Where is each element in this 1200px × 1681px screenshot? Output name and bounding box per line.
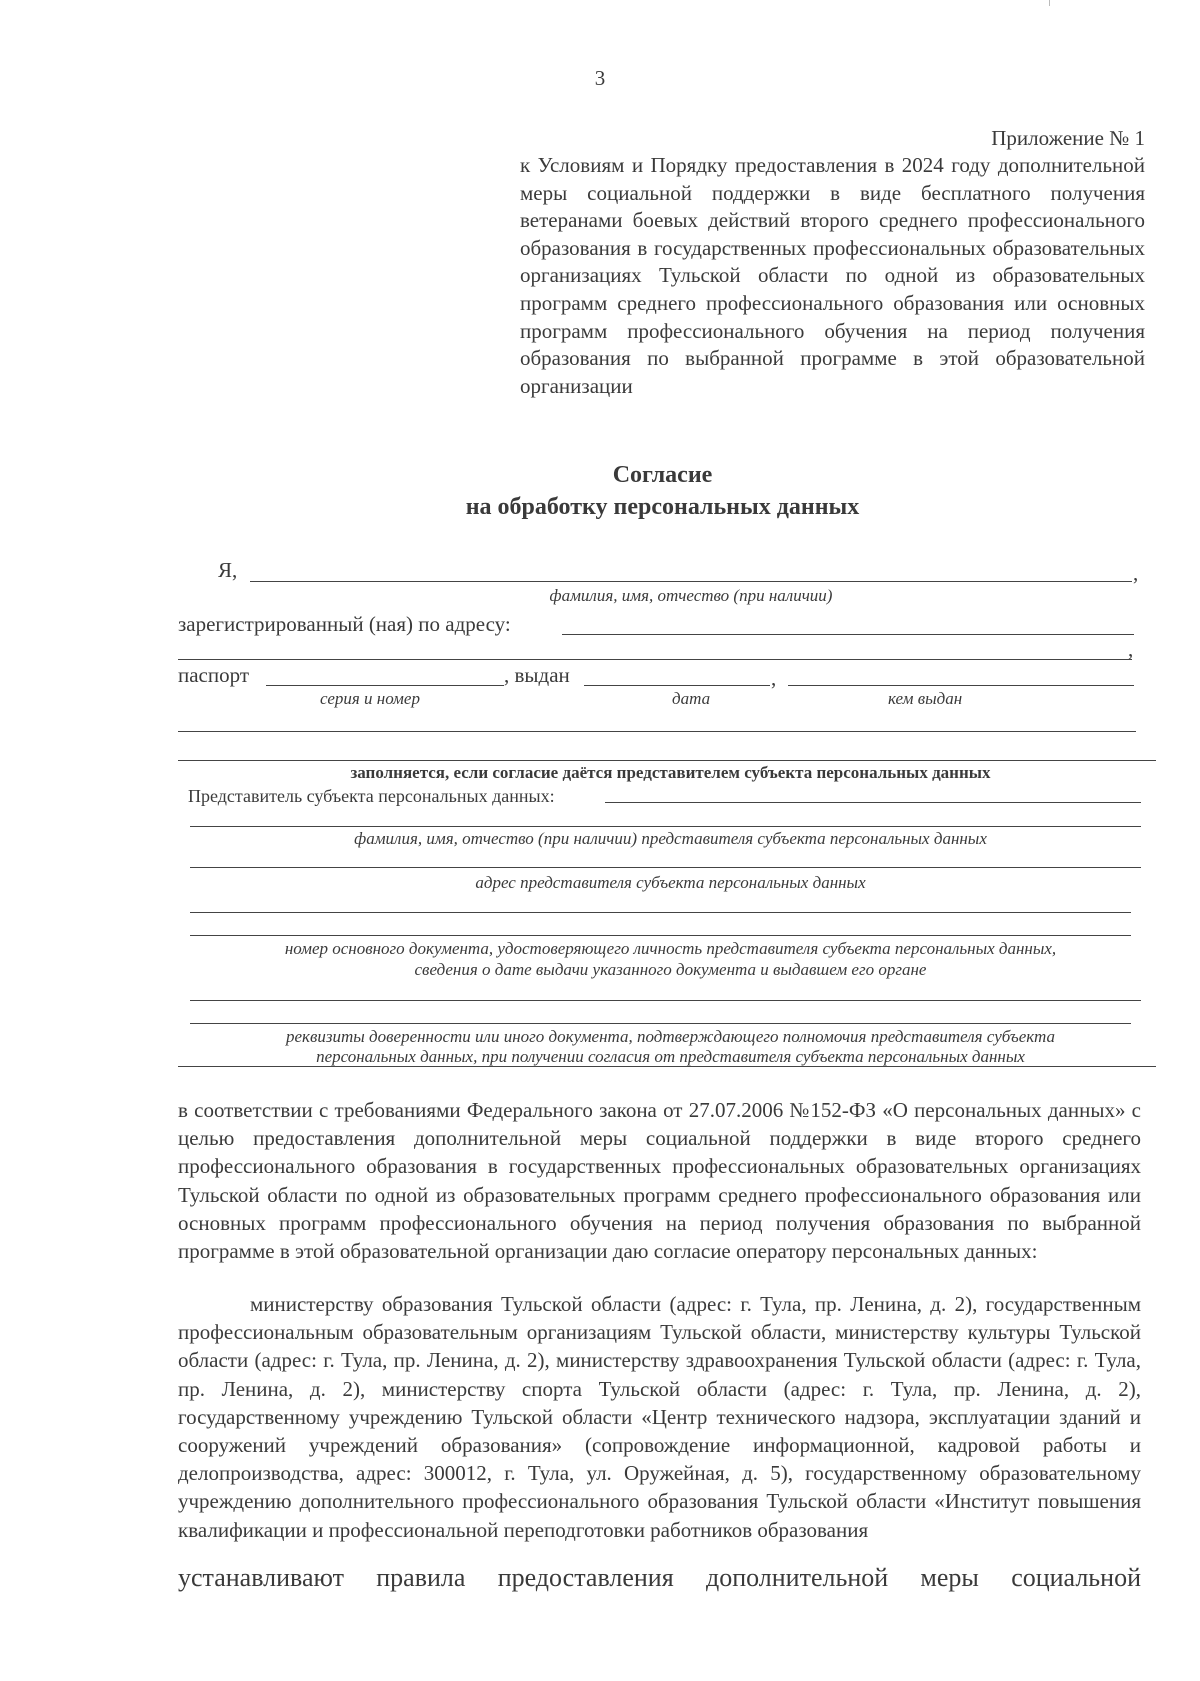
issued-label: , выдан bbox=[504, 663, 570, 687]
representative-section-title: заполняется, если согласие даётся представителем субъекта персональных данных bbox=[350, 763, 991, 782]
power-of-attorney-caption-1: реквизиты доверенности или иного документа, подтверждающего полномочия представителя субъекта bbox=[286, 1027, 1055, 1046]
power-of-attorney-field[interactable] bbox=[190, 1000, 1141, 1001]
representative-document-field-line2[interactable] bbox=[190, 935, 1131, 936]
operators-paragraph: министерству образования Тульской области (адрес: г. Тула, пр. Ленина, д. 2), государственным профессиональным образовательным организациям Тульской области, министерству культуры Тульской области (адрес: г. Тула, пр. Ленина, д. 2), министерству здравоохранения Тульской области (адрес: г. Тула, пр. Ленина, д. 2), министерству спорта Тульской области (адрес: г. Тула, пр. Ленина, д. 2), государственному учреждению Тульской области «Центр технического надзора, эксплуатации зданий и сооружений учреждений образования» (сопровождение информационной, кадровой работы и делопроизводства, адрес: 300012, г. Тула, ул. Оружейная, д. 5), государственному образовательному учреждению дополнительного профессионального образования Тульской области «Институт повышения квалификации и профессиональной переподготовки работников образования bbox=[178, 1292, 1141, 1542]
representative-document-caption-2: сведения о дате выдачи указанного документа и выдавшем его органе bbox=[414, 960, 927, 979]
appendix-text: к Условиям и Порядку предоставления в 2024 году дополнительной меры социальной поддержки в виде бесплатного получения ветеранами боевых действий второго среднего профессионального образования в государственных профессиональных образовательных организациях Тульской области по одной из образовательных программ среднего профессионального образования или основных программ профессионального обучения на период получения образования по выбранной программе в этой образовательной организации bbox=[520, 153, 1145, 398]
i-label: Я, bbox=[218, 558, 238, 582]
page-number: 3 bbox=[594, 66, 606, 90]
date-caption: дата bbox=[672, 689, 711, 708]
overlapping-text-line: устанавливают правила предоставления дополнительной меры социальной bbox=[178, 1563, 1141, 1592]
passport-issuer-field[interactable] bbox=[788, 685, 1134, 686]
representative-label: Представитель субъекта персональных данных: bbox=[188, 786, 555, 806]
representative-fio-caption: фамилия, имя, отчество (при наличии) представителя субъекта персональных данных bbox=[354, 829, 987, 848]
representative-address-caption: адрес представителя субъекта персональных данных bbox=[475, 873, 866, 892]
scan-edge-mark bbox=[1049, 0, 1050, 6]
series-caption: серия и номер bbox=[320, 689, 420, 708]
passport-issuer-field-line2[interactable] bbox=[178, 731, 1136, 732]
fio-comma: , bbox=[1133, 561, 1139, 585]
document-subtitle: на обработку персональных данных bbox=[465, 494, 860, 520]
power-of-attorney-caption-2: персональных данных, при получении согласия от представителя субъекта персональных данных bbox=[316, 1047, 1025, 1066]
passport-label: паспорт bbox=[178, 663, 250, 687]
fio-field[interactable] bbox=[250, 581, 1132, 582]
passport-date-field[interactable] bbox=[584, 685, 770, 686]
registered-label: зарегистрированный (ная) по адресу: bbox=[178, 612, 511, 636]
representative-address-field[interactable] bbox=[190, 867, 1141, 868]
issued-comma: , bbox=[771, 666, 777, 690]
representative-name-field-line2[interactable] bbox=[190, 826, 1141, 827]
address-field-line2[interactable] bbox=[178, 659, 1132, 660]
address-field[interactable] bbox=[562, 634, 1134, 635]
section-top-border bbox=[178, 760, 1156, 761]
appendix-title: Приложение № 1 bbox=[991, 126, 1145, 150]
issuer-caption: кем выдан bbox=[888, 689, 963, 708]
section-bottom-border bbox=[178, 1066, 1156, 1067]
consent-paragraph: в соответствии с требованиями Федерального закона от 27.07.2006 №152-ФЗ «О персональных данных» с целью предоставления дополнительной меры социальной поддержки в виде второго среднего профессионального образования в государственных профессиональных образовательных организациях Тульской области по одной из образовательных программ среднего профессионального образования или основных программ профессионального обучения на период получения образования по выбранной программе в этой образовательной организации даю согласие оператору персональных данных: bbox=[178, 1098, 1141, 1264]
representative-document-field[interactable] bbox=[190, 912, 1131, 913]
fio-caption: фамилия, имя, отчество (при наличии) bbox=[549, 586, 833, 605]
representative-name-field[interactable] bbox=[605, 802, 1141, 803]
power-of-attorney-field-line2[interactable] bbox=[190, 1023, 1131, 1024]
address-comma: , bbox=[1128, 637, 1134, 661]
document-title: Согласие bbox=[612, 462, 713, 488]
passport-series-field[interactable] bbox=[266, 685, 504, 686]
representative-document-caption-1: номер основного документа, удостоверяющего личность представителя субъекта персональных данных, bbox=[284, 939, 1057, 958]
